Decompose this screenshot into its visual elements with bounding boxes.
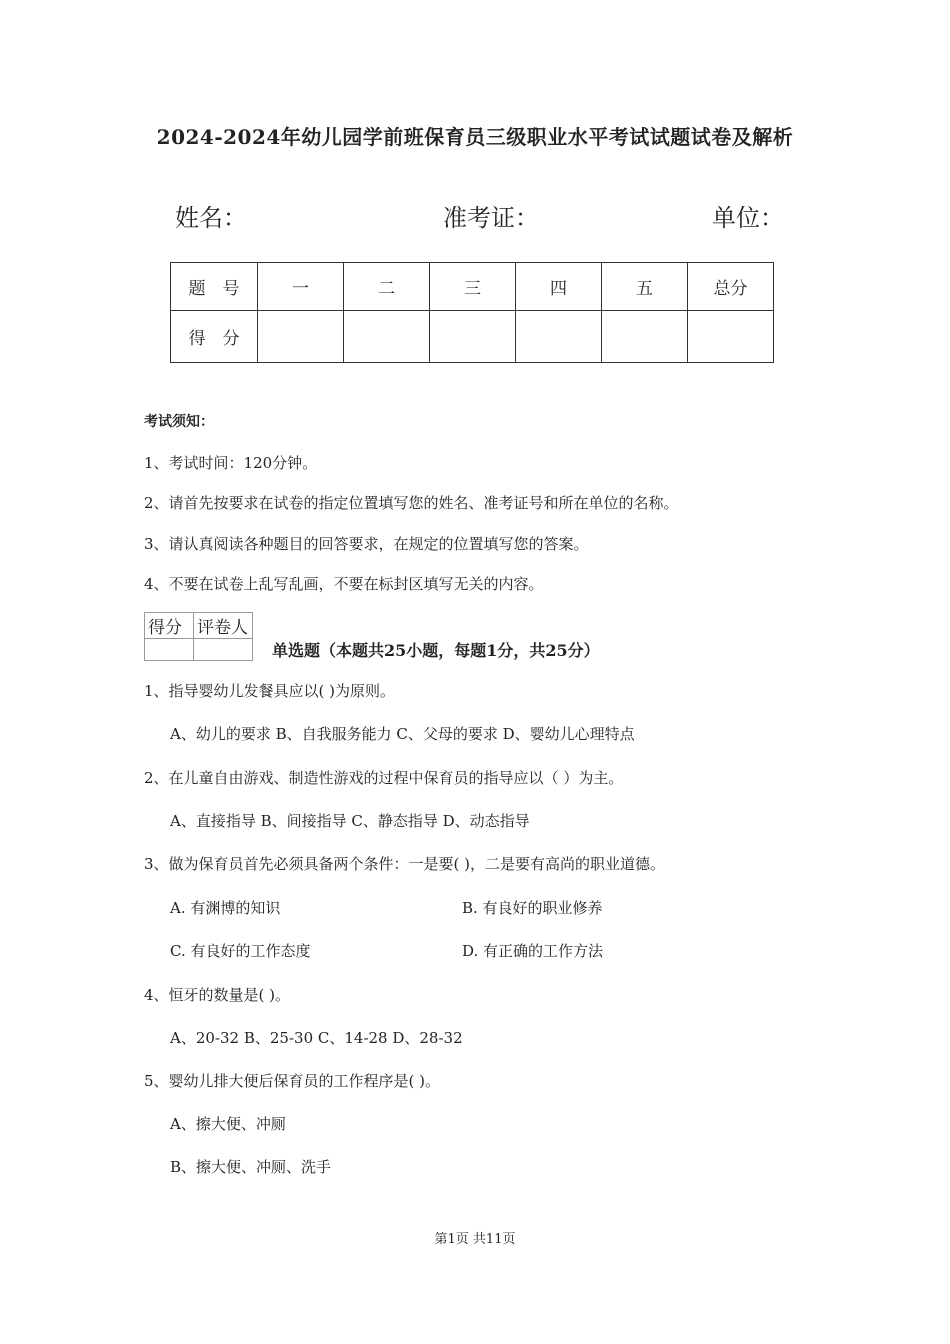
score-table-cell: 一 xyxy=(258,263,344,311)
notice-item: 3、请认真阅读各种题目的回答要求，在规定的位置填写您的答案。 xyxy=(144,535,589,553)
question-options: A、直接指导 B、间接指导 C、静态指导 D、动态指导 xyxy=(170,812,530,830)
score-table-cell: 总分 xyxy=(688,263,774,311)
notice-item: 2、请首先按要求在试卷的指定位置填写您的姓名、准考证号和所在单位的名称。 xyxy=(144,494,679,512)
grader-score-label: 得分 xyxy=(145,613,194,639)
notice-item: 4、不要在试卷上乱写乱画，不要在标封区填写无关的内容。 xyxy=(144,575,544,593)
score-table-cell: 得 分 xyxy=(171,311,258,363)
score-table-cell: 二 xyxy=(344,263,430,311)
question-option-b: B、擦大便、冲厕、洗手 xyxy=(170,1158,332,1176)
exam-id-label: 准考证： xyxy=(443,204,539,232)
question-stem: 2、在儿童自由游戏、制造性游戏的过程中保育员的指导应以（ ）为主。 xyxy=(144,769,624,787)
grader-reviewer-cell[interactable] xyxy=(194,639,253,661)
score-input-cell[interactable] xyxy=(688,311,774,363)
question-option-a: A、擦大便、冲厕 xyxy=(170,1115,286,1133)
name-label: 姓名： xyxy=(175,204,247,232)
question-option-a: A. 有渊博的知识 xyxy=(170,899,281,917)
question-stem: 1、指导婴幼儿发餐具应以( )为原则。 xyxy=(144,682,396,700)
section-title: 单选题（本题共25小题，每题1分，共25分） xyxy=(272,641,600,660)
question-stem: 4、恒牙的数量是( )。 xyxy=(144,986,291,1004)
question-options: A、幼儿的要求 B、自我服务能力 C、父母的要求 D、婴幼儿心理特点 xyxy=(170,725,635,743)
score-input-cell[interactable] xyxy=(258,311,344,363)
score-table-cell: 五 xyxy=(602,263,688,311)
score-input-cell[interactable] xyxy=(344,311,430,363)
grader-box xyxy=(144,612,253,661)
grader-reviewer-label: 评卷人 xyxy=(194,613,253,639)
question-option-d: D. 有正确的工作方法 xyxy=(462,942,604,960)
score-table xyxy=(170,262,774,363)
page-footer: 第1页 共11页 xyxy=(434,1232,516,1247)
score-table-cell: 三 xyxy=(430,263,516,311)
question-options: A、20-32 B、25-30 C、14-28 D、28-32 xyxy=(170,1029,463,1047)
score-table-cell: 题 号 xyxy=(171,263,258,311)
grader-score-cell[interactable] xyxy=(145,639,194,661)
notice-title: 考试须知： xyxy=(144,414,214,430)
score-input-cell[interactable] xyxy=(602,311,688,363)
score-table-cell: 四 xyxy=(516,263,602,311)
score-input-cell[interactable] xyxy=(516,311,602,363)
question-option-b: B. 有良好的职业修养 xyxy=(462,899,603,917)
question-stem: 5、婴幼儿排大便后保育员的工作程序是( )。 xyxy=(144,1072,441,1090)
document-title: 2024-2024年幼儿园学前班保育员三级职业水平考试试题试卷及解析 xyxy=(156,125,794,149)
unit-label: 单位： xyxy=(712,204,784,232)
question-stem: 3、做为保育员首先必须具备两个条件：一是要( )，二是要有高尚的职业道德。 xyxy=(144,855,666,873)
score-input-cell[interactable] xyxy=(430,311,516,363)
score-table-header-row xyxy=(171,263,774,311)
score-table-score-row xyxy=(171,311,774,363)
question-option-c: C. 有良好的工作态度 xyxy=(170,942,311,960)
notice-item: 1、考试时间：120分钟。 xyxy=(144,454,318,472)
